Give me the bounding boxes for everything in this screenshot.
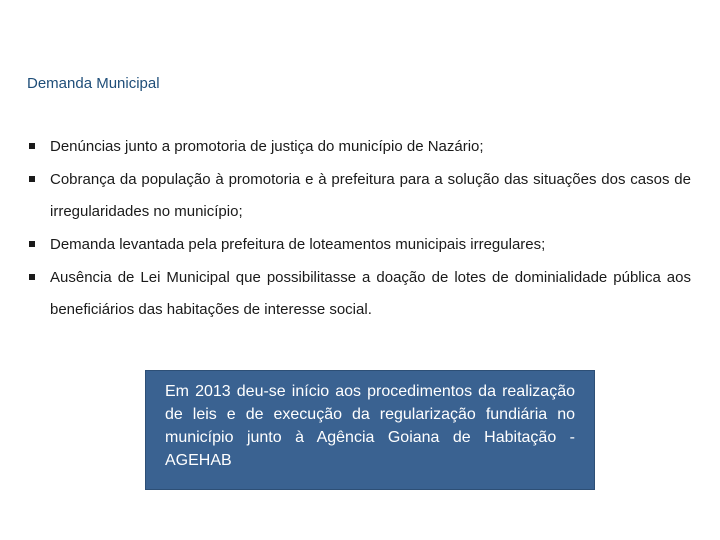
- square-bullet-icon: [29, 143, 35, 149]
- list-item: [29, 131, 691, 163]
- slide-title: Demanda Municipal: [27, 75, 160, 92]
- bullet-text: Demanda levantada pela prefeitura de loteamentos municipais irregulares;: [50, 236, 546, 253]
- bullet-text: Denúncias junto a promotoria de justiça do município de Nazário;: [50, 138, 484, 155]
- bullet-text: Cobrança da população à promotoria e à prefeitura para a solução das situações dos casos de irregularidades no município;: [50, 171, 691, 220]
- bullet-list: [29, 131, 691, 327]
- list-item: [29, 229, 691, 261]
- square-bullet-icon: [29, 241, 35, 247]
- list-item: [29, 164, 691, 228]
- callout-box: [145, 370, 595, 490]
- callout-text: Em 2013 deu-se início aos procedimentos da realização de leis e de execução da regularização fundiária no município junto à Agência Goiana de Habitação - AGEHAB: [165, 383, 575, 469]
- square-bullet-icon: [29, 274, 35, 280]
- bullet-text: Ausência de Lei Municipal que possibilitasse a doação de lotes de dominialidade pública aos beneficiários das habitações de interesse social.: [50, 269, 691, 318]
- list-item: [29, 262, 691, 326]
- square-bullet-icon: [29, 176, 35, 182]
